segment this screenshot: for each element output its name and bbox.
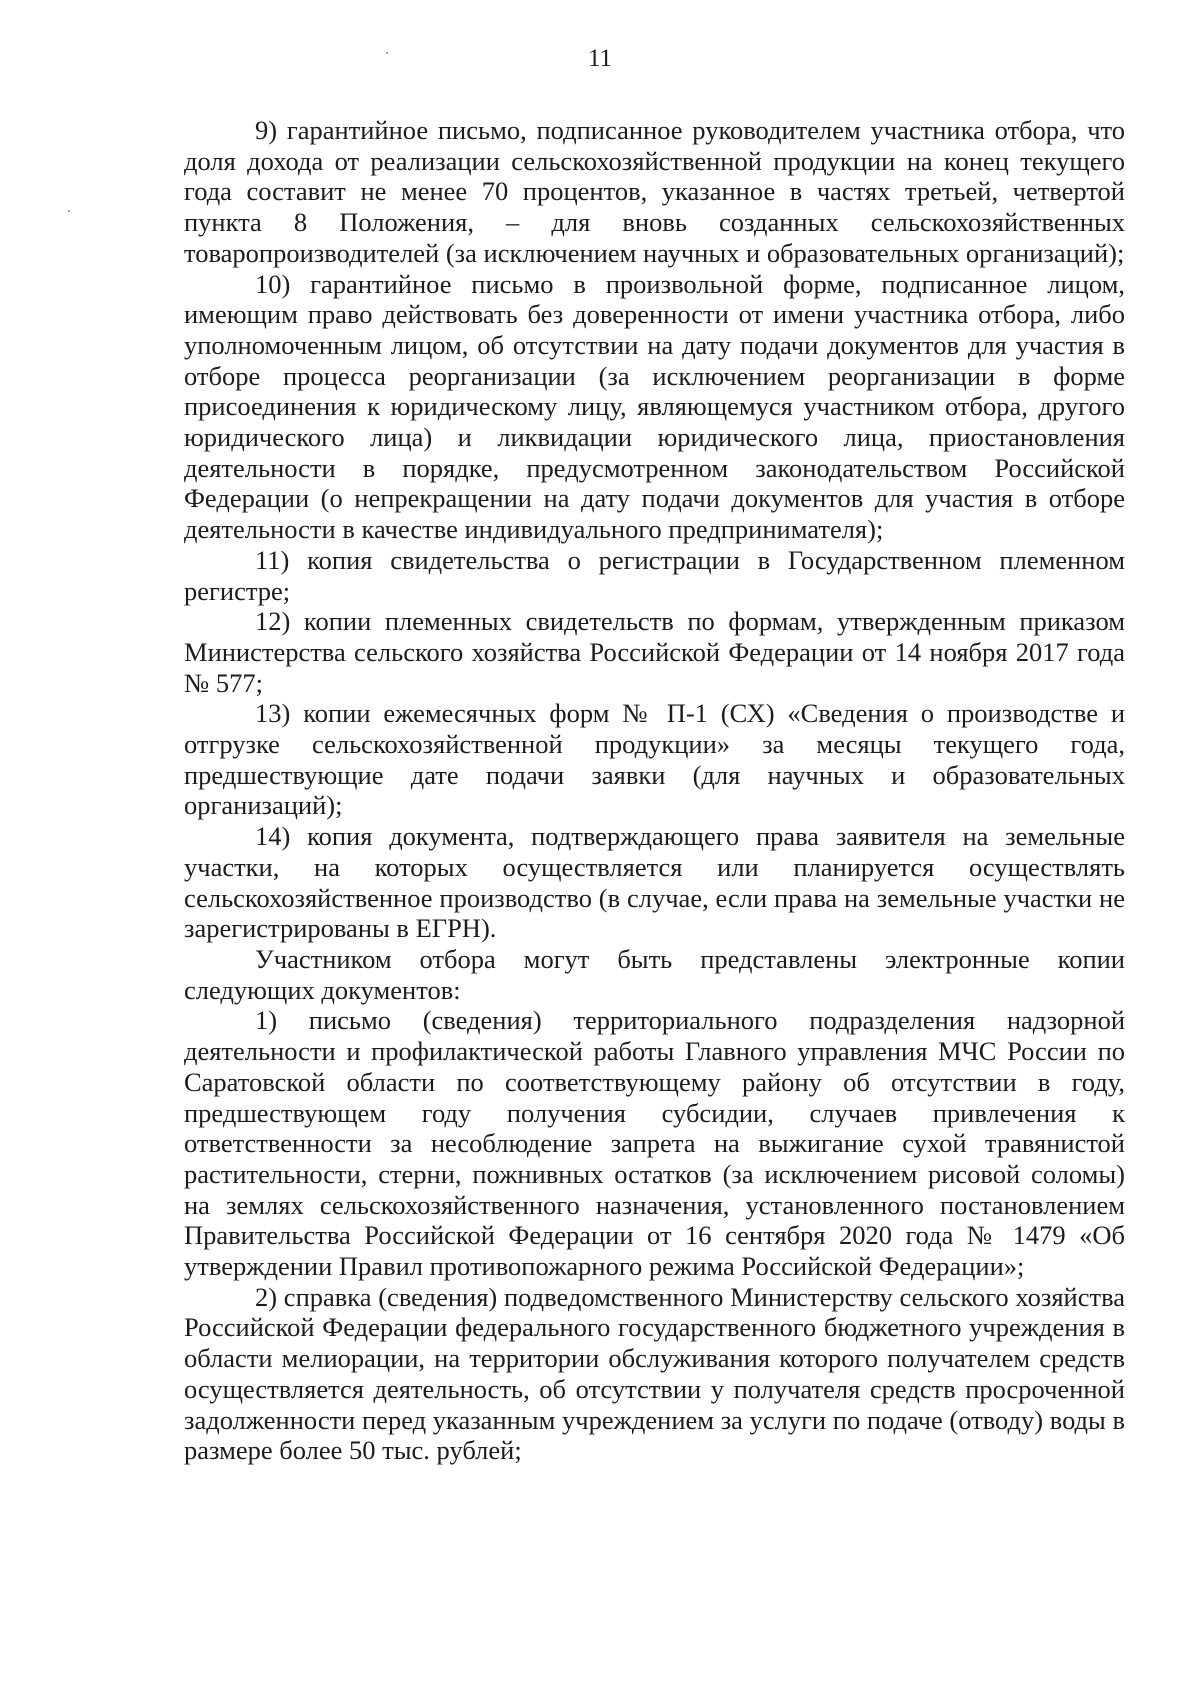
- item-text: письмо (сведения) территориального подразделения надзорной деятельности и профилактической работы Главного управления МЧС России по Саратовской области по соответствующему району об отсутствии в году, предшествующем году получения субсидии, случаев привлечения к ответственности за несоблюдение запрета на выжигание сухой травянистой растительности, стерни, пожнивных остатков (за исключением рисовой соломы) на землях сельскохозяйственного назначения, установленного постановлением Правительства Российской Федерации от 16 сентября 2020 года № 1479 «Об утверждении Правил противопожарного режима Российской Федерации»;: [184, 1005, 1125, 1282]
- item-number: 13): [255, 698, 291, 729]
- list-item: [184, 821, 1125, 944]
- item-text: гарантийное письмо в произвольной форме, подписанное лицом, имеющим право действовать без доверенности от имени участника отбора, либо уполномоченным лицом, об отсутствии на дату подачи документов для участия в отборе процесса реорганизации (за исключением реорганизации в форме присоединения к юридическому лицу, являющемуся участником отбора, другого юридического лица) и ликвидации юридического лица, приостановления деятельности в порядке, предусмотренном законодательством Российской Федерации (о непрекращении на дату подачи документов для участия в отборе деятельности в качестве индивидуального предпринимателя);: [184, 268, 1125, 545]
- item-number: 12): [255, 606, 291, 637]
- list-item: [184, 698, 1125, 821]
- list-item: [184, 1005, 1125, 1281]
- list-item: [184, 545, 1125, 606]
- list-item: [184, 115, 1125, 269]
- item-number: 2): [255, 1281, 278, 1312]
- item-text: копии племенных свидетельств по формам, утвержденным приказом Министерства сельского хозяйства Российской Федерации от 14 ноября 2017 года № 577;: [184, 606, 1125, 698]
- item-number: 9): [255, 115, 278, 145]
- item-number: 14): [255, 821, 291, 852]
- item-text: копия документа, подтверждающего права заявителя на земельные участки, на которых осуществляется или планируется осуществлять сельскохозяйственное производство (в случае, если права на земельные участки не зарегистрированы в ЕГРН).: [184, 821, 1125, 944]
- item-number: 1): [255, 1005, 278, 1036]
- item-text: копия свидетельства о регистрации в Государственном племенном регистре;: [184, 544, 1125, 606]
- list-item: [184, 269, 1125, 545]
- page-number: 11: [587, 45, 613, 72]
- scan-speck: [68, 210, 70, 212]
- item-text: гарантийное письмо, подписанное руководителем участника отбора, что доля дохода от реализации сельскохозяйственной продукции на конец текущего года составит не менее 70 процентов, указанное в частях третьей, четвертой пункта 8 Положения, – для вновь созданных сельскохозяйственных товаропроизводителей (за исключением научных и образовательных организаций);: [184, 115, 1125, 268]
- item-text: справка (сведения) подведомственного Министерству сельского хозяйства Российской Федерации федерального государственного бюджетного учреждения в области мелиорации, на территории обслуживания которого получателем средств осуществляется деятельность, об отсутствии у получателя средств просроченной задолженности перед указанным учреждением за услуги по подаче (отводу) воды в размере более 50 тыс. рублей;: [184, 1281, 1125, 1466]
- item-number: 10): [255, 268, 291, 299]
- document-body: [184, 115, 1125, 1466]
- scan-speck: [386, 52, 388, 54]
- item-number: 11): [255, 544, 290, 575]
- intro-paragraph: [184, 944, 1125, 1005]
- list-item: [184, 1282, 1125, 1466]
- item-text: копии ежемесячных форм № П-1 (СХ) «Сведения о производстве и отгрузке сельскохозяйственной продукции» за месяцы текущего года, предшествующие дате подачи заявки (для научных и образовательных организаций);: [184, 698, 1125, 821]
- list-item: [184, 606, 1125, 698]
- item-text: Участником отбора могут быть представлены электронные копии следующих документов:: [184, 943, 1125, 1005]
